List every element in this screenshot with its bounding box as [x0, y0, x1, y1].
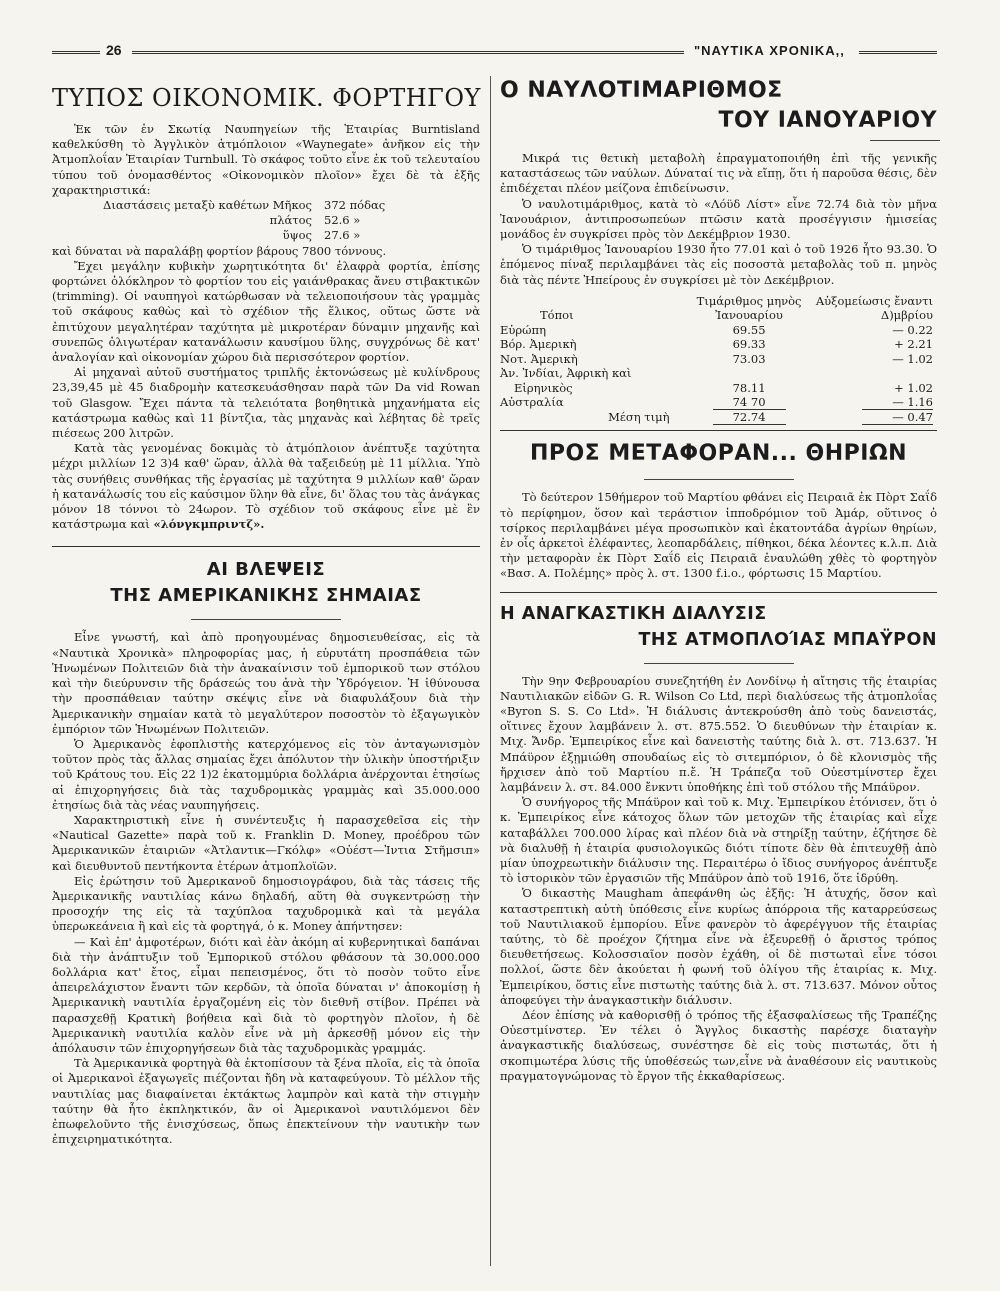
paragraph: Δέον ἐπίσης νὰ καθορισθῇ ὁ τρόπος τῆς ἐξασφαλίσεως τῆς Τραπέζης Οὐεστμίνστερ. Ἐν τέλει ὁ Ἄγγλος δικαστὴς παρέσχε διαταγὴν ἀναγκαστικῆς διαλύσεως, συνέστησε δὲ εἰς τοὺς πιστωτάς, ὅτι ἡ σκοπιμωτέρα λύσις τῆς ὑποθέσεώς των,εἶνε νὰ ἀναθέσουν εἰς ναυτικοὺς πραγματογνώμονας τὸ ἔργον τῆς ἐκκαθαρίσεως. [500, 1008, 937, 1083]
paragraph: Τὰ Ἀμερικανικὰ φορτηγὰ θὰ ἐκτοπίσουν τὰ ξένα πλοῖα, εἰς τὰ ὁποῖα οἱ Ἀμερικανοὶ ἐξαγωγεῖς πιέζονται ἤδη νὰ καταφεύγουν. Τὸ μέλλον τῆς ναυτιλίας μας διαφαίνεται ἐκτάκτως λαμπρὸν καὶ κατὰ τὴν στιγμὴν ταύτην θὰ ἦτο ἐκπληκτικόν, ἂν οἱ Ἀμερικανοὶ ναυτιλόμενοι δὲν ἐπωφελοῦντο τῆς ἐνισχύσεως, ὅπως ἐπεκτείνουν τὴν ναυτικὴν των ἐπιχειρηματικότητα. [52, 1056, 480, 1147]
article-title-line2: ΤΟΥ ΙΑΝΟΥΑΡΙΟΥ [718, 108, 937, 133]
column-header: Αὐξομείωσις ἔναντι [815, 293, 933, 308]
dimension-label: πλάτος [269, 213, 312, 228]
article-freight-index [500, 76, 937, 424]
paragraph: Ὁ Ἀμερικανὸς ἐφοπλιστὴς κατερχόμενος εἰς τὸν ἀνταγωνισμὸν τοῦτον πρὸς τὰς ἄλλας σημαίας ἔχει ἀπόλυτον τὴν ὑλικὴν ὑποστήριξιν τοῦ Κράτους του. Εἰς 22 1)2 ἑκατομμύρια δολλάρια ἀνέρχονται ἐτησίως αἱ ἐπιχορηγήσεις διὰ τὰς ταχυδρομικὰς γραμμὰς καὶ 35.000.000 ἐτησίως διὰ τὰς νέας ναυπηγήσεις. [52, 736, 480, 812]
article-economic-freighter [52, 84, 480, 532]
dimension-row [52, 213, 480, 228]
table-cell-change [815, 366, 937, 381]
paragraph: Αἱ μηχαναὶ αὐτοῦ συστήματος τριπλῆς ἐκτονώσεως μὲ κυλίνδρους 23,39,45 μὲ 45 διαδρομὴν κατεσκευάσθησαν παρὰ τῶν Da vid Rowan τοῦ Glasgow. Ἔχει πάντα τὰ τελειότατα βοηθητικὰ μηχανήματα εἰς κατάστρωμα καθὼς καὶ 11 βίντζια, τὰς μηχανὰς καὶ λέβητας δὲ τρεῖς πιέσεως 200 λιτρῶν. [52, 365, 480, 441]
table-cell-place: Εἰρηνικὸς [514, 380, 573, 395]
paragraph: Μικρά τις θετικὴ μεταβολὴ ἐπραγματοποιήθη ἐπὶ τῆς γενικῆς καταστάσεως τῶν ναύλων. Δύναταί τις νὰ εἴπῃ, ὅτι ἡ παροῦσα θέσις, δὲν ἐπιδέχεται πλέον μείζονα ἐπιδείνωσιν. [500, 151, 937, 196]
column-header: Τόποι [540, 308, 574, 323]
table-row [500, 337, 937, 352]
paragraph: Ὁ τιμάριθμος Ἰανουαρίου 1930 ἦτο 77.01 καὶ ὁ τοῦ 1926 ἦτο 93.30. Ὁ ἑπόμενος πίναξ περιλαμβάνει τὰς εἰς ποσοστὰ μεταβολὰς τοῦ π. μηνὸς διὰ τὰς πέντε Ἠπείρους ἐν συγκρίσει μὲ τὸν Δεκέμβριον. [500, 242, 937, 287]
table-cell-place: Μέση τιμὴ [608, 409, 670, 424]
table-cell-index: 73.03 [732, 351, 766, 366]
title-separator [644, 663, 794, 664]
article-title-line2: ΤΗΣ ΑΜΕΡΙΚΑΝΙΚΗΣ ΣΗΜΑΙΑΣ [110, 585, 422, 607]
paragraph: Ἐκ τῶν ἐν Σκωτίᾳ Ναυπηγείων τῆς Ἑταιρίας Burntisland καθελκύσθη τὸ Ἀγγλικὸν ἀτμόπλοιον «Waynegate» ἀνῆκον εἰς τὴν Ἀτμοπλοΐαν Ἑταιρίαν Turnbull. Τὸ σκάφος τοῦτο εἶνε ἐκ τοῦ τελευταίου τύπου τοῦ ὀνομασθέντος «Οἰκονομικὸν πλοῖον» ἔχει δὲ τὰ ἑξῆς χαρακτηριστικά: [52, 122, 480, 197]
table-cell-change: — 1.16 [862, 395, 933, 410]
table-cell-place: Νοτ. Ἀμερικὴ [500, 351, 578, 366]
dimension-label: ὕψος [282, 228, 312, 243]
title-separator [644, 479, 794, 480]
table-cell-index: 74 70 [713, 395, 786, 410]
table-cell-index: 72.74 [713, 410, 786, 425]
table-cell-index: 69.55 [732, 322, 766, 337]
left-column [52, 76, 480, 1147]
paragraph: Χαρακτηριστικὴ εἶνε ἡ συνέντευξις ἡ παρασχεθεῖσα εἰς τὴν «Nautical Gazette» παρὰ τοῦ κ. Franklin D. Money, προέδρου τῶν Ἀμερικανικῶν ἑταιριῶν «Ἀτλαντικ—Γκόλφ» «Οὐέστ—Ἰντια Στῆμσιπ» καὶ διευθυντοῦ πεντήκοντα ἑτέρων ἀτμοπλοϊῶν. [52, 812, 480, 873]
section-rule [52, 546, 480, 547]
column-header: Τιμάριθμος μηνὸς [696, 293, 802, 308]
table-cell-change: — 0.47 [862, 410, 933, 425]
article-title-line1: ΑΙ ΒΛΕΨΕΙΣ [206, 559, 326, 581]
table-header-row [500, 294, 937, 309]
paragraph: Τὸ δεύτερον 15θήμερον τοῦ Μαρτίου φθάνει εἰς Πειραιᾶ ἐκ Πὸρτ Σαΐδ τὸ περίφημον, ὅσον καὶ τεράστιον ἱπποδρόμιον τοῦ Ἀμάρ, οὕτινος ὁ τσίρκος περιλαμβάνει μέγα προσωπικὸν καὶ ἑκατοντάδα ἀγρίων θηρίων, ἐν οἷς ἀρκετοὶ ἐλέφαντες, λεοπαρδάλεις, πίθηκοι, δέκα λέοντες κ.λ.π. Διὰ τὴν μεταφορὰν ἐκ Πὸρτ Σαΐδ εἰς Πειραιᾶ ἐναυλώθη χθὲς τὸ φορτηγὸν «Βασ. Α. Πολέμης» πρὸς λ. στ. 1300 f.i.o., φόρτωσις 15 Μαρτίου. [500, 490, 937, 581]
dimensions-list [52, 198, 480, 244]
paragraph: καὶ δύναται νὰ παραλάβῃ φορτίον βάρους 7800 τόννους. [52, 243, 387, 258]
column-header: Ἰανουαρίου [715, 308, 783, 323]
page-number: 26 [106, 42, 122, 58]
table-cell-place: Εὐρώπη [500, 322, 546, 337]
table-cell-change: — 0.22 [892, 322, 933, 337]
deck-type-term: «λόνγκμπριντζ». [153, 517, 265, 532]
header-rule-left [52, 51, 100, 54]
page-header [52, 40, 937, 66]
newspaper-page [52, 40, 937, 1270]
dimension-value: 27.6 » [324, 228, 361, 243]
title-separator [870, 140, 940, 141]
table-cell-place: Αὐστραλία [500, 395, 564, 410]
dimension-row [52, 198, 480, 213]
paragraph: Ὁ συνήγορος τῆς Μπάϋρον καὶ τοῦ κ. Μιχ. Ἐμπειρίκου ἐτόνισεν, ὅτι ὁ κ. Ἐμπειρίκος εἶνε κάτοχος ὅλων τῶν μετοχῶν τῆς ἑταιρίας καὶ εἶχε καταβάλλει 700.000 λίρας καὶ πλέον διὰ νὰ στηρίξῃ ταύτην, ἐζήτησε δὲ νὰ διαλυθῇ ἡ ἑταιρία φυσιολογικῶς διότι τίποτε δὲν θὰ ἐπιτευχθῇ ἀπὸ μίαν ὑποχρεωτικὴν διάλυσιν της. Περαιτέρω ὁ ἴδιος συνήγορος ἀνέπτυξε τὸ ἱστορικὸν τῶν ἐργασιῶν τῆς Μπάϋρον ἀπὸ τοῦ 1916, ὅτε ἱδρύθη. [500, 795, 937, 886]
column-divider [490, 76, 491, 1266]
table-cell-change: — 1.02 [892, 351, 933, 366]
paragraph: Ἔχει μεγάλην κυβικὴν χωρητικότητα δι' ἐλαφρὰ φορτία, ἐπίσης φορτώνει ὁλόκληρον τὸ φορτίον του εἰς γαιάνθρακας ἄνευ στιβακτικῶν (trimming). Οἱ ναυπηγοὶ κατώρθωσαν νὰ τελειοποιήσουν τὰς γραμμὰς τοῦ σκάφους καθὼς καὶ τὸ σχέδιον τῆς ἕλικος, οὕτως ὥστε νὰ ἐπιτύχουν μεγαλητέραν ταχύτητα μὲ μικροτέραν δύναμιν μηχανῆς καὶ συνεπῶς ὀλιγωτέραν κατανάλωσιν καυσίμου ὕλης, συγχρόνως δὲ κατ' ἀναλογίαν καὶ οἰκονομίαν χώρου διὰ περισσότερον φορτίον. [52, 258, 480, 365]
table-row [500, 366, 937, 381]
title-separator [191, 619, 341, 620]
table-row [500, 395, 937, 410]
freight-index-table [500, 294, 937, 425]
table-cell-change: + 2.21 [894, 337, 933, 352]
column-header: Δ)μβρίου [880, 308, 933, 323]
paragraph: Τὴν 9ην Φεβρουαρίου συνεζητήθη ἐν Λονδίνῳ ἡ αἴτησις τῆς ἑταιρίας Ναυτιλιακῶν εἰδῶν G. R. Wilson Co Ltd, περὶ διαλύσεως τῆς ἀτμοπλοΐας «Byron S. S. Co Ltd». Ἡ διάλυσις ἀντεκρούσθη ἀπὸ τοὺς δανειστάς, οἵτινες ἔχουν λαμβάνειν λ. στ. 875.552. Ὁ διευθύνων τὴν ἑταιρίαν κ. Μιχ. Ἄνδρ. Ἐμπειρίκος εἶνε καὶ δανειστὴς ταύτης διὰ λ. στ. 713.637. Ἡ Μπάϋρον ἐξῃμιώθη σπουδαίως εἰς τὸ σιτεμπόριον, ὁ δὲ κλονισμὸς τῆς ἤρχισεν ἀπὸ τοῦ Μαρτίου π.ἔ. Ἡ Τράπεζα τοῦ Οὐεστμίνστερ ἔχει λαμβάνειν λ. στ. 84.000 ἔνκντι ὑποθήκης ἐπὶ τοῦ στόλου τῆς Μπάϋρον. [500, 673, 937, 794]
article-title: ΤΥΠΟΣ ΟΙΚΟΝΟΜΙΚ. ΦΟΡΤΗΓΟΥ [52, 84, 481, 112]
paragraph: Ὁ δικαστὴς Maugham ἀπεφάνθη ὡς ἑξῆς: Ἡ ἀτυχής, ὅσον καὶ καταστρεπτικὴ αὐτὴ ὑπόθεσις εἶνε κυρίως ἀπόρροια τῆς καταρρεύσεως τοῦ Ναυτιλιακοῦ ἐμπορίου. Εἶνε φανερὸν τὸ ἀφερέγγυον τῆς ἑταιρίας ταύτης, τὸ δὲ προέχον ζήτημα εἶνε νὰ ἐξευρεθῇ ὁ ἄριστος τρόπος διευθετήσεως. Κολοσσιαῖον ποσὸν ἐχάθη, οἱ δὲ πιστωταὶ εἶνε τόσοι πολλοί, ὥστε δὲν ἀκούεται ἡ φωνή τοῦ ὀλίγου τῆς ἑταιρίας κ. Μιχ. Ἐμπειρίκου, ὅστις εἶνε πιστωτὴς ταύτης διὰ λ. στ. 713.637. Μόνον οὗτος ἀποφεύγει τὴν ἀναγκαστικὴν διάλυσιν. [500, 886, 937, 1007]
table-cell-place: Βόρ. Ἀμερικὴ [500, 337, 577, 352]
article-title-line1: Ο ΝΑΥΛΟΤΙΜΑΡΙΘΜΟΣ [500, 78, 783, 103]
dimension-label: Διαστάσεις μεταξὺ καθέτων Μῆκος [103, 198, 312, 213]
section-rule [500, 592, 937, 593]
table-cell-index: 69.33 [732, 337, 766, 352]
paragraph: Εἶνε γνωστή, καὶ ἀπὸ προηγουμένας δημοσιευθείσας, εἰς τὰ «Ναυτικὰ Χρονικὰ» πληροφορίας μας, ἡ εὐρυτάτη προσπάθεια τῶν Ἡνωμένων Πολιτειῶν διὰ τὴν ἀνακαίνισιν τοῦ ἐμπορικοῦ των στόλου καὶ τὴν διεύρυνσιν τῆς δράσεώς του ἀνὰ τὴν Ὑδρόγειον. Ἡ ἰθύνουσα τὴν προσπάθειαν ταύτην σκέψις εἶνε νὰ διαφυλάξουν διὰ τὴν Ἀμερικανικὴν σημαίαν κατὰ τὸ μεγαλύτερον ποσοστὸν τὸ ἐξαγωγικὸν ἐμπόριον τῶν Ἡνωμένων Πολιτειῶν. [52, 630, 480, 736]
dimension-value: 372 πόδας [324, 198, 386, 213]
paragraph [52, 441, 480, 532]
article-title-line1: Η ΑΝΑΓΚΑΣΤΙΚΗ ΔΙΑΛΥΣΙΣ [500, 603, 767, 624]
table-header-row [500, 308, 937, 323]
section-rule [500, 430, 937, 431]
table-cell-place: Ἀν. Ἰνδίαι, Ἀφρικὴ καὶ [500, 366, 632, 381]
dimension-row [52, 228, 480, 243]
paragraph: Ὁ ναυλοτιμάριθμος, κατὰ τὸ «Λόϋδ Λίστ» εἶνε 72.74 διὰ τὸν μῆνα Ἰανουάριον, ἀντιπροσωπεύων πτῶσιν κατὰ προσέγγισιν ἡμισείας μονάδος ἐν συγκρίσει πρὸς τὸν Δεκέμβριον 1930. [500, 196, 937, 242]
paragraph-text: Κατὰ τὰς γενομένας δοκιμὰς τὸ ἀτμόπλοιον ἀνέπτυξε ταχύτητα μέχρι μιλλίων 12 3)4 καθ' ὥραν, ἀλλὰ θὰ ταξειδεύῃ μὲ 11 μίλλια. Ὑπὸ τὰς συνήθεις συνθήκας τῆς ἐργασίας μὲ ταχύτητα 9 μιλλίων καθ' ὥραν ἡ κατανάλωσίς του εἰς καύσιμον ὕλην θὰ εἶνε, δι' ὅλας του τὰς ἀνάγκας μόνον 18 τόννοι τὸ 24ωρον. Τὸ σχέδιον τοῦ σκάφους εἶνε μὲ ἓν κατάστρωμα καὶ [52, 441, 480, 532]
article-byron-liquidation [500, 601, 937, 1084]
article-title-line2: ΤΗΣ ΑΤΜΟΠΛΟΊΑΣ ΜΠΑΫΡΟΝ [638, 629, 937, 650]
header-rule-middle [132, 51, 684, 54]
right-column [500, 76, 937, 1084]
publication-title: "ΝΑΥΤΙΚΑ ΧΡΟΝΙΚΑ,, [694, 43, 845, 58]
article-american-flag [52, 557, 480, 1147]
table-cell-index: 78.11 [732, 380, 766, 395]
table-cell-index [684, 366, 815, 381]
dimension-value: 52.6 » [324, 213, 361, 228]
article-animal-transport [500, 439, 937, 581]
paragraph: Εἰς ἐρώτησιν τοῦ Ἀμερικανοῦ δημοσιογράφου, διὰ τὰς τάσεις τῆς Ἀμερικανικῆς ναυτιλίας κάνω δηλαδή, αὕτη θὰ συγκεντρώσῃ τὴν προσοχήν της εἰς τὰ ταχύπλοα ταχυδρομικὰ καὶ τὰ μεγάλα ὑπερωκεάνεια ἢ καὶ εἰς τὰ φορτηγά, ὁ κ. Money ἀπήντησεν: [52, 873, 480, 934]
paragraph: — Καὶ ἐπ' ἀμφοτέρων, διότι καὶ ἐὰν ἀκόμη αἱ κυβερνητικαὶ δαπάναι διὰ τὴν ἀνάπτυξιν τοῦ Ἐμπορικοῦ στόλου φθάσουν τὰ 30.000.000 δολλάρια κατ' ἔτος, εἶμαι πεπεισμένος, ὅτι τὸ ποσὸν τοῦτο εἶνε ἀπειρελάχιστον ἔναντι τῶν κερδῶν, τὰ ὁποῖα δύναται ν' ἀποκομίσῃ ἡ Ἀμερικανικὴ ναυτιλία ἐργαζομένη εἰς τὸν διεθνῆ στίβον. Πρέπει νὰ παρασχεθῇ Κρατικὴ βοήθεια καὶ διὰ τὸ φορτηγὸν πλοῖον, ἡ δὲ Ἀμερικανικὴ ναυτιλία καλὸν εἶνε νὰ μὴ ἀρκεσθῇ μόνον εἰς τὴν ἀπόλαυσιν τῶν ἐπιχορηγήσεων διὰ τὰς ταχυδρομικὰς γραμμάς. [52, 934, 480, 1055]
table-cell-change: + 1.02 [894, 380, 933, 395]
table-row-average [500, 410, 937, 425]
table-row [500, 323, 937, 338]
table-row [500, 352, 937, 367]
article-title: ΠΡΟΣ ΜΕΤΑΦΟΡΑΝ... ΘΗΡΙΩΝ [529, 441, 908, 467]
header-rule-right [859, 51, 937, 54]
table-row [500, 381, 937, 396]
